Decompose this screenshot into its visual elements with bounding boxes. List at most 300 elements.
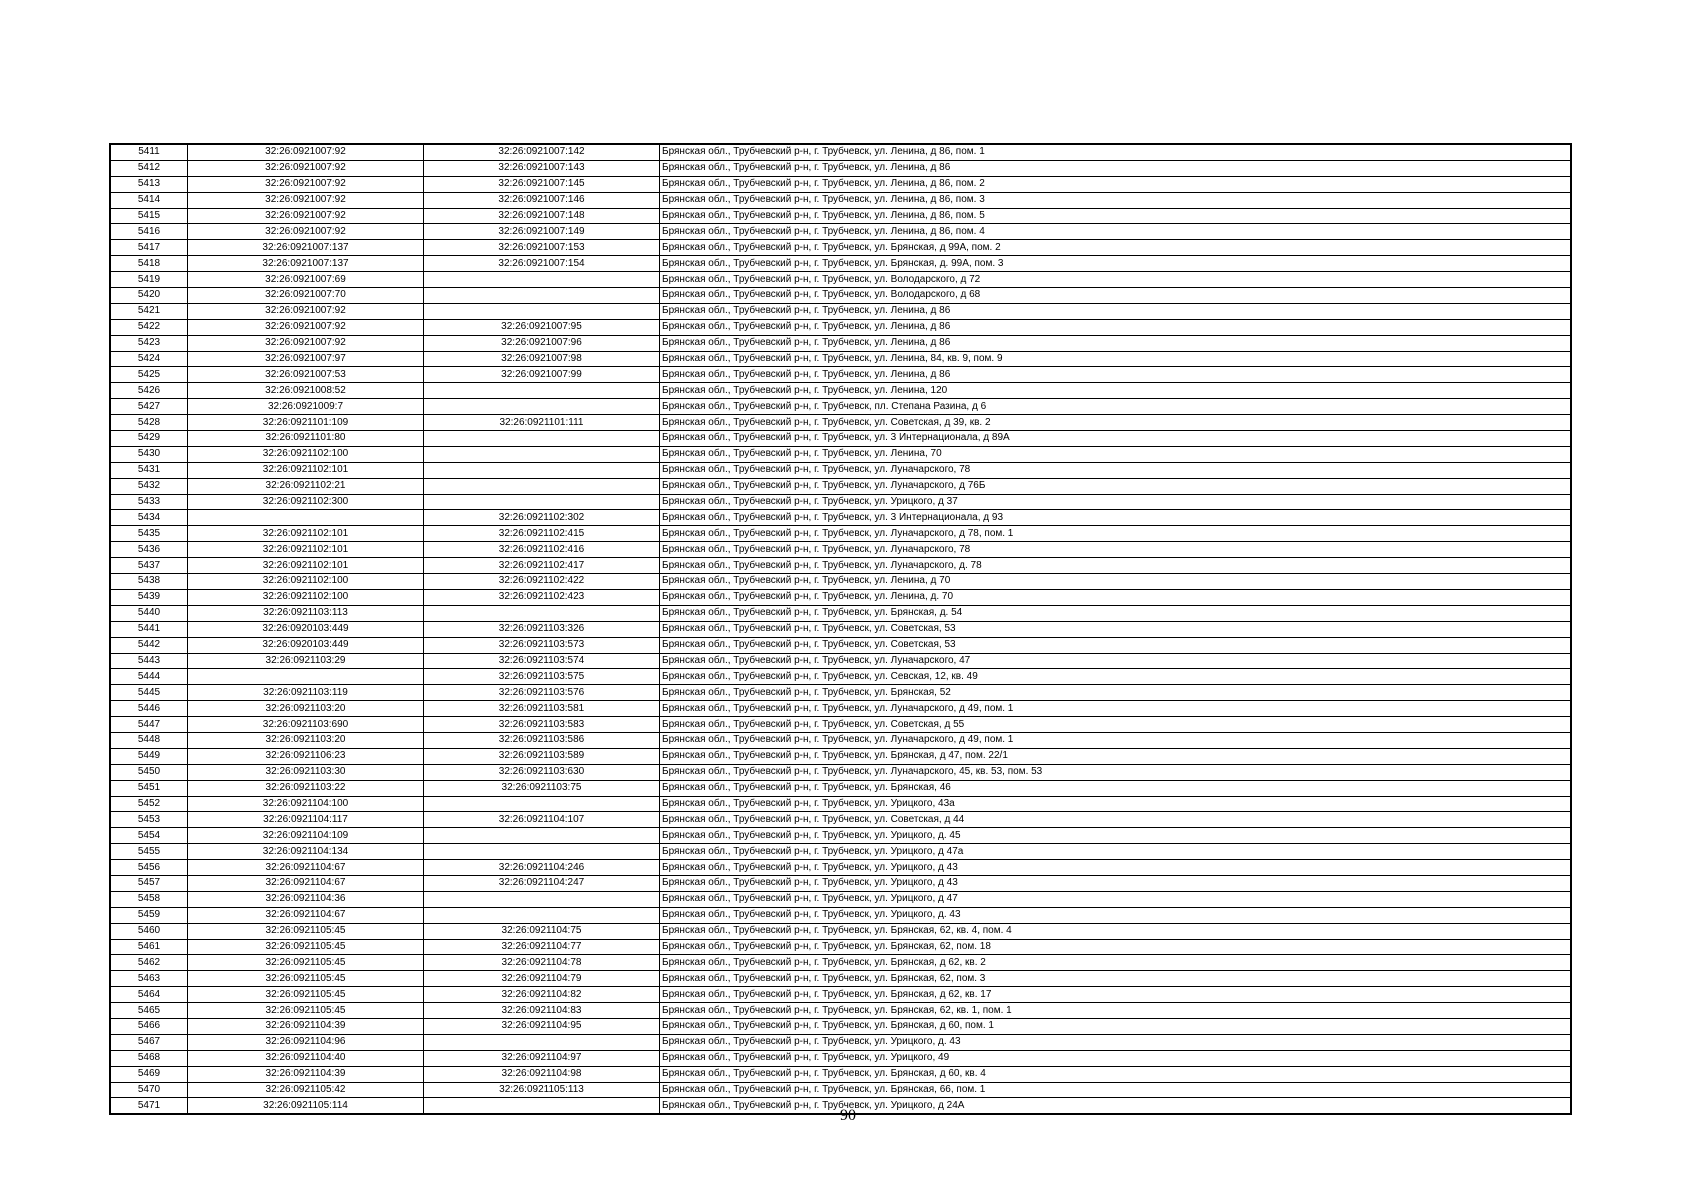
table-row — [110, 844, 1571, 860]
object-number-cell: 32:26:0921105:113 — [424, 1082, 660, 1098]
cadastral-table — [109, 143, 1572, 1115]
table-row — [110, 891, 1571, 907]
object-number-cell — [424, 462, 660, 478]
address-cell: Брянская обл., Трубчевский р-н, г. Трубчевск, ул. Луначарского, д 49, пом. 1 — [660, 701, 1572, 717]
parcel-number-cell: 32:26:0921105:45 — [188, 971, 424, 987]
address-cell: Брянская обл., Трубчевский р-н, г. Трубчевск, ул. Брянская, д 60, кв. 4 — [660, 1066, 1572, 1082]
object-number-cell: 32:26:0921103:573 — [424, 637, 660, 653]
row-number-cell: 5449 — [110, 748, 188, 764]
address-cell: Брянская обл., Трубчевский р-н, г. Трубчевск, ул. Урицкого, д 43 — [660, 875, 1572, 891]
row-number-cell: 5428 — [110, 415, 188, 431]
table-body — [110, 144, 1571, 1114]
object-number-cell: 32:26:0921104:97 — [424, 1050, 660, 1066]
table-row — [110, 860, 1571, 876]
object-number-cell: 32:26:0921102:417 — [424, 558, 660, 574]
object-number-cell — [424, 907, 660, 923]
object-number-cell: 32:26:0921102:416 — [424, 542, 660, 558]
address-cell: Брянская обл., Трубчевский р-н, г. Трубчевск, ул. Брянская, 62, кв. 4, пом. 4 — [660, 923, 1572, 939]
address-cell: Брянская обл., Трубчевский р-н, г. Трубчевск, ул. Ленина, д 86 — [660, 160, 1572, 176]
object-number-cell: 32:26:0921103:574 — [424, 653, 660, 669]
address-cell: Брянская обл., Трубчевский р-н, г. Трубчевск, ул. Луначарского, 78 — [660, 542, 1572, 558]
object-number-cell — [424, 605, 660, 621]
address-cell: Брянская обл., Трубчевский р-н, г. Трубчевск, ул. Ленина, д 86 — [660, 367, 1572, 383]
parcel-number-cell: 32:26:0921105:42 — [188, 1082, 424, 1098]
table-row — [110, 240, 1571, 256]
address-cell: Брянская обл., Трубчевский р-н, г. Трубчевск, ул. Ленина, 70 — [660, 446, 1572, 462]
parcel-number-cell: 32:26:0920103:449 — [188, 637, 424, 653]
table-row — [110, 621, 1571, 637]
parcel-number-cell: 32:26:0921106:23 — [188, 748, 424, 764]
address-cell: Брянская обл., Трубчевский р-н, г. Трубчевск, ул. Ленина, д 86 — [660, 335, 1572, 351]
object-number-cell: 32:26:0921007:143 — [424, 160, 660, 176]
address-cell: Брянская обл., Трубчевский р-н, г. Трубчевск, ул. Урицкого, д. 43 — [660, 907, 1572, 923]
row-number-cell: 5468 — [110, 1050, 188, 1066]
address-cell: Брянская обл., Трубчевский р-н, г. Трубчевск, ул. Брянская, д 47, пом. 22/1 — [660, 748, 1572, 764]
row-number-cell: 5469 — [110, 1066, 188, 1082]
row-number-cell: 5423 — [110, 335, 188, 351]
parcel-number-cell: 32:26:0921105:45 — [188, 955, 424, 971]
address-cell: Брянская обл., Трубчевский р-н, г. Трубчевск, ул. Луначарского, 78 — [660, 462, 1572, 478]
parcel-number-cell: 32:26:0921104:39 — [188, 1066, 424, 1082]
address-cell: Брянская обл., Трубчевский р-н, г. Трубчевск, ул. Брянская, д. 54 — [660, 605, 1572, 621]
table-row — [110, 701, 1571, 717]
address-cell: Брянская обл., Трубчевский р-н, г. Трубчевск, ул. Брянская, д 62, кв. 2 — [660, 955, 1572, 971]
row-number-cell: 5461 — [110, 939, 188, 955]
row-number-cell: 5462 — [110, 955, 188, 971]
object-number-cell: 32:26:0921007:95 — [424, 319, 660, 335]
table-row — [110, 732, 1571, 748]
table-row — [110, 764, 1571, 780]
row-number-cell: 5466 — [110, 1018, 188, 1034]
parcel-number-cell: 32:26:0921102:101 — [188, 462, 424, 478]
table-row — [110, 1003, 1571, 1019]
parcel-number-cell: 32:26:0921104:117 — [188, 812, 424, 828]
object-number-cell — [424, 288, 660, 304]
address-cell: Брянская обл., Трубчевский р-н, г. Трубчевск, ул. Ленина, д. 70 — [660, 589, 1572, 605]
object-number-cell: 32:26:0921102:423 — [424, 589, 660, 605]
row-number-cell: 5452 — [110, 796, 188, 812]
object-number-cell: 32:26:0921102:302 — [424, 510, 660, 526]
object-number-cell: 32:26:0921104:75 — [424, 923, 660, 939]
table-row — [110, 907, 1571, 923]
parcel-number-cell: 32:26:0921103:29 — [188, 653, 424, 669]
address-cell: Брянская обл., Трубчевский р-н, г. Трубчевск, ул. Ленина, д 86, пом. 5 — [660, 208, 1572, 224]
object-number-cell — [424, 1034, 660, 1050]
table-row — [110, 431, 1571, 447]
table-row — [110, 987, 1571, 1003]
parcel-number-cell: 32:26:0921102:100 — [188, 589, 424, 605]
address-cell: Брянская обл., Трубчевский р-н, г. Трубчевск, ул. 3 Интернационала, д 89А — [660, 431, 1572, 447]
address-cell: Брянская обл., Трубчевский р-н, г. Трубчевск, ул. Советская, д 39, кв. 2 — [660, 415, 1572, 431]
parcel-number-cell: 32:26:0921007:97 — [188, 351, 424, 367]
address-cell: Брянская обл., Трубчевский р-н, г. Трубчевск, ул. Ленина, д 86, пом. 3 — [660, 192, 1572, 208]
row-number-cell: 5463 — [110, 971, 188, 987]
table-row — [110, 875, 1571, 891]
parcel-number-cell: 32:26:0921102:100 — [188, 446, 424, 462]
address-cell: Брянская обл., Трубчевский р-н, г. Трубчевск, ул. Ленина, д 70 — [660, 574, 1572, 590]
object-number-cell: 32:26:0921104:82 — [424, 987, 660, 1003]
parcel-number-cell: 32:26:0921102:101 — [188, 558, 424, 574]
parcel-number-cell: 32:26:0921104:134 — [188, 844, 424, 860]
object-number-cell: 32:26:0921103:75 — [424, 780, 660, 796]
parcel-number-cell: 32:26:0921103:690 — [188, 717, 424, 733]
parcel-number-cell: 32:26:0921007:92 — [188, 176, 424, 192]
address-cell: Брянская обл., Трубчевский р-н, г. Трубчевск, ул. Володарского, д 68 — [660, 288, 1572, 304]
address-cell: Брянская обл., Трубчевский р-н, г. Трубчевск, ул. Луначарского, 45, кв. 53, пом. 53 — [660, 764, 1572, 780]
address-cell: Брянская обл., Трубчевский р-н, г. Трубчевск, ул. Урицкого, д 24А — [660, 1098, 1572, 1114]
row-number-cell: 5447 — [110, 717, 188, 733]
table-row — [110, 1082, 1571, 1098]
address-cell: Брянская обл., Трубчевский р-н, г. Трубчевск, ул. Брянская, д 62, кв. 17 — [660, 987, 1572, 1003]
row-number-cell: 5421 — [110, 303, 188, 319]
object-number-cell: 32:26:0921103:586 — [424, 732, 660, 748]
object-number-cell: 32:26:0921104:246 — [424, 860, 660, 876]
object-number-cell: 32:26:0921103:630 — [424, 764, 660, 780]
row-number-cell: 5465 — [110, 1003, 188, 1019]
table-row — [110, 1050, 1571, 1066]
parcel-number-cell: 32:26:0921105:45 — [188, 1003, 424, 1019]
row-number-cell: 5413 — [110, 176, 188, 192]
address-cell: Брянская обл., Трубчевский р-н, г. Трубчевск, ул. Севская, 12, кв. 49 — [660, 669, 1572, 685]
address-cell: Брянская обл., Трубчевский р-н, г. Трубчевск, ул. Луначарского, д 76Б — [660, 478, 1572, 494]
row-number-cell: 5436 — [110, 542, 188, 558]
row-number-cell: 5440 — [110, 605, 188, 621]
parcel-number-cell: 32:26:0921007:137 — [188, 256, 424, 272]
table-row — [110, 1066, 1571, 1082]
table-row — [110, 176, 1571, 192]
table-row — [110, 272, 1571, 288]
parcel-number-cell: 32:26:0921103:20 — [188, 701, 424, 717]
parcel-number-cell: 32:26:0921009:7 — [188, 399, 424, 415]
row-number-cell: 5429 — [110, 431, 188, 447]
table-row — [110, 383, 1571, 399]
row-number-cell: 5435 — [110, 526, 188, 542]
object-number-cell — [424, 828, 660, 844]
address-cell: Брянская обл., Трубчевский р-н, г. Трубчевск, ул. Урицкого, 43а — [660, 796, 1572, 812]
row-number-cell: 5416 — [110, 224, 188, 240]
address-cell: Брянская обл., Трубчевский р-н, г. Трубчевск, ул. Брянская, д 60, пом. 1 — [660, 1018, 1572, 1034]
table-row — [110, 446, 1571, 462]
parcel-number-cell: 32:26:0921007:53 — [188, 367, 424, 383]
parcel-number-cell — [188, 669, 424, 685]
object-number-cell: 32:26:0921007:142 — [424, 144, 660, 160]
table-row — [110, 335, 1571, 351]
row-number-cell: 5470 — [110, 1082, 188, 1098]
table-row — [110, 637, 1571, 653]
table-row — [110, 462, 1571, 478]
parcel-number-cell: 32:26:0921008:52 — [188, 383, 424, 399]
object-number-cell: 32:26:0921007:148 — [424, 208, 660, 224]
row-number-cell: 5444 — [110, 669, 188, 685]
row-number-cell: 5451 — [110, 780, 188, 796]
parcel-number-cell: 32:26:0921101:109 — [188, 415, 424, 431]
row-number-cell: 5412 — [110, 160, 188, 176]
object-number-cell: 32:26:0921103:576 — [424, 685, 660, 701]
table-row — [110, 955, 1571, 971]
row-number-cell: 5438 — [110, 574, 188, 590]
address-cell: Брянская обл., Трубчевский р-н, г. Трубчевск, ул. Советская, 53 — [660, 637, 1572, 653]
object-number-cell: 32:26:0921007:149 — [424, 224, 660, 240]
address-cell: Брянская обл., Трубчевский р-н, г. Трубчевск, ул. Урицкого, 49 — [660, 1050, 1572, 1066]
parcel-number-cell: 32:26:0921102:101 — [188, 542, 424, 558]
address-cell: Брянская обл., Трубчевский р-н, г. Трубчевск, ул. Брянская, д 99А, пом. 2 — [660, 240, 1572, 256]
address-cell: Брянская обл., Трубчевский р-н, г. Трубчевск, ул. Брянская, д. 99А, пом. 3 — [660, 256, 1572, 272]
row-number-cell: 5458 — [110, 891, 188, 907]
table-row — [110, 971, 1571, 987]
parcel-number-cell: 32:26:0921103:113 — [188, 605, 424, 621]
address-cell: Брянская обл., Трубчевский р-н, г. Трубчевск, ул. Ленина, д 86, пом. 2 — [660, 176, 1572, 192]
object-number-cell — [424, 431, 660, 447]
address-cell: Брянская обл., Трубчевский р-н, г. Трубчевск, ул. Брянская, 46 — [660, 780, 1572, 796]
parcel-number-cell: 32:26:0921105:45 — [188, 923, 424, 939]
parcel-number-cell: 32:26:0921105:114 — [188, 1098, 424, 1114]
parcel-number-cell: 32:26:0921104:67 — [188, 860, 424, 876]
object-number-cell — [424, 383, 660, 399]
row-number-cell: 5454 — [110, 828, 188, 844]
object-number-cell: 32:26:0921103:581 — [424, 701, 660, 717]
address-cell: Брянская обл., Трубчевский р-н, г. Трубчевск, ул. Ленина, д 86 — [660, 319, 1572, 335]
row-number-cell: 5456 — [110, 860, 188, 876]
address-cell: Брянская обл., Трубчевский р-н, г. Трубчевск, ул. Ленина, 120 — [660, 383, 1572, 399]
object-number-cell — [424, 478, 660, 494]
object-number-cell: 32:26:0921102:422 — [424, 574, 660, 590]
address-cell: Брянская обл., Трубчевский р-н, г. Трубчевск, ул. Ленина, д 86, пом. 1 — [660, 144, 1572, 160]
address-cell: Брянская обл., Трубчевский р-н, г. Трубчевск, ул. Луначарского, 47 — [660, 653, 1572, 669]
table-row — [110, 558, 1571, 574]
row-number-cell: 5459 — [110, 907, 188, 923]
table-row — [110, 1034, 1571, 1050]
object-number-cell — [424, 272, 660, 288]
parcel-number-cell: 32:26:0921104:109 — [188, 828, 424, 844]
row-number-cell: 5442 — [110, 637, 188, 653]
table-row — [110, 669, 1571, 685]
parcel-number-cell: 32:26:0921104:96 — [188, 1034, 424, 1050]
address-cell: Брянская обл., Трубчевский р-н, г. Трубчевск, ул. Советская, д 44 — [660, 812, 1572, 828]
address-cell: Брянская обл., Трубчевский р-н, г. Трубчевск, ул. Советская, д 55 — [660, 717, 1572, 733]
table-row — [110, 494, 1571, 510]
table-row — [110, 812, 1571, 828]
row-number-cell: 5450 — [110, 764, 188, 780]
page-number: 90 — [840, 1107, 856, 1124]
object-number-cell — [424, 844, 660, 860]
parcel-number-cell: 32:26:0921103:20 — [188, 732, 424, 748]
parcel-number-cell: 32:26:0921102:21 — [188, 478, 424, 494]
row-number-cell: 5437 — [110, 558, 188, 574]
object-number-cell: 32:26:0921101:111 — [424, 415, 660, 431]
address-cell: Брянская обл., Трубчевский р-н, г. Трубчевск, ул. Урицкого, д 47а — [660, 844, 1572, 860]
parcel-number-cell: 32:26:0921007:92 — [188, 319, 424, 335]
parcel-number-cell: 32:26:0921101:80 — [188, 431, 424, 447]
table-row — [110, 780, 1571, 796]
row-number-cell: 5434 — [110, 510, 188, 526]
row-number-cell: 5414 — [110, 192, 188, 208]
address-cell: Брянская обл., Трубчевский р-н, г. Трубчевск, пл. Степана Разина, д 6 — [660, 399, 1572, 415]
row-number-cell: 5445 — [110, 685, 188, 701]
object-number-cell: 32:26:0921007:154 — [424, 256, 660, 272]
table-row — [110, 192, 1571, 208]
table-row — [110, 717, 1571, 733]
row-number-cell: 5418 — [110, 256, 188, 272]
table-row — [110, 685, 1571, 701]
object-number-cell — [424, 796, 660, 812]
object-number-cell: 32:26:0921103:326 — [424, 621, 660, 637]
parcel-number-cell: 32:26:0921007:137 — [188, 240, 424, 256]
object-number-cell: 32:26:0921104:247 — [424, 875, 660, 891]
parcel-number-cell: 32:26:0921007:92 — [188, 303, 424, 319]
address-cell: Брянская обл., Трубчевский р-н, г. Трубчевск, ул. Брянская, 52 — [660, 685, 1572, 701]
object-number-cell: 32:26:0921007:98 — [424, 351, 660, 367]
address-cell: Брянская обл., Трубчевский р-н, г. Трубчевск, ул. Ленина, д 86 — [660, 303, 1572, 319]
row-number-cell: 5467 — [110, 1034, 188, 1050]
object-number-cell: 32:26:0921104:95 — [424, 1018, 660, 1034]
row-number-cell: 5439 — [110, 589, 188, 605]
object-number-cell: 32:26:0921103:589 — [424, 748, 660, 764]
row-number-cell: 5446 — [110, 701, 188, 717]
row-number-cell: 5453 — [110, 812, 188, 828]
parcel-number-cell: 32:26:0921007:92 — [188, 224, 424, 240]
row-number-cell: 5430 — [110, 446, 188, 462]
address-cell: Брянская обл., Трубчевский р-н, г. Трубчевск, ул. Володарского, д 72 — [660, 272, 1572, 288]
parcel-number-cell: 32:26:0921104:36 — [188, 891, 424, 907]
parcel-number-cell: 32:26:0921104:67 — [188, 907, 424, 923]
object-number-cell — [424, 399, 660, 415]
row-number-cell: 5460 — [110, 923, 188, 939]
object-number-cell: 32:26:0921103:583 — [424, 717, 660, 733]
row-number-cell: 5422 — [110, 319, 188, 335]
address-cell: Брянская обл., Трубчевский р-н, г. Трубчевск, ул. 3 Интернационала, д 93 — [660, 510, 1572, 526]
row-number-cell: 5426 — [110, 383, 188, 399]
parcel-number-cell — [188, 510, 424, 526]
address-cell: Брянская обл., Трубчевский р-н, г. Трубчевск, ул. Урицкого, д 43 — [660, 860, 1572, 876]
object-number-cell — [424, 446, 660, 462]
object-number-cell: 32:26:0921104:98 — [424, 1066, 660, 1082]
table-row — [110, 303, 1571, 319]
object-number-cell: 32:26:0921007:145 — [424, 176, 660, 192]
table-row — [110, 144, 1571, 160]
address-cell: Брянская обл., Трубчевский р-н, г. Трубчевск, ул. Луначарского, д 78, пом. 1 — [660, 526, 1572, 542]
parcel-number-cell: 32:26:0921102:101 — [188, 526, 424, 542]
address-cell: Брянская обл., Трубчевский р-н, г. Трубчевск, ул. Луначарского, д 49, пом. 1 — [660, 732, 1572, 748]
row-number-cell: 5464 — [110, 987, 188, 1003]
row-number-cell: 5420 — [110, 288, 188, 304]
row-number-cell: 5417 — [110, 240, 188, 256]
table-row — [110, 510, 1571, 526]
parcel-number-cell: 32:26:0921102:100 — [188, 574, 424, 590]
object-number-cell: 32:26:0921104:83 — [424, 1003, 660, 1019]
row-number-cell: 5457 — [110, 875, 188, 891]
parcel-number-cell: 32:26:0921103:119 — [188, 685, 424, 701]
table-row — [110, 589, 1571, 605]
table-row — [110, 939, 1571, 955]
table-row — [110, 256, 1571, 272]
table-row — [110, 319, 1571, 335]
table-row — [110, 160, 1571, 176]
object-number-cell: 32:26:0921007:146 — [424, 192, 660, 208]
object-number-cell: 32:26:0921102:415 — [424, 526, 660, 542]
row-number-cell: 5432 — [110, 478, 188, 494]
parcel-number-cell: 32:26:0921007:92 — [188, 192, 424, 208]
address-cell: Брянская обл., Трубчевский р-н, г. Трубчевск, ул. Урицкого, д 37 — [660, 494, 1572, 510]
table-row — [110, 542, 1571, 558]
row-number-cell: 5448 — [110, 732, 188, 748]
table-row — [110, 367, 1571, 383]
table-row — [110, 351, 1571, 367]
table-row — [110, 796, 1571, 812]
table-row — [110, 574, 1571, 590]
address-cell: Брянская обл., Трубчевский р-н, г. Трубчевск, ул. Луначарского, д. 78 — [660, 558, 1572, 574]
row-number-cell: 5431 — [110, 462, 188, 478]
parcel-number-cell: 32:26:0921007:92 — [188, 208, 424, 224]
row-number-cell: 5425 — [110, 367, 188, 383]
row-number-cell: 5424 — [110, 351, 188, 367]
object-number-cell — [424, 891, 660, 907]
parcel-number-cell: 32:26:0921102:300 — [188, 494, 424, 510]
table-row — [110, 828, 1571, 844]
row-number-cell: 5471 — [110, 1098, 188, 1114]
row-number-cell: 5433 — [110, 494, 188, 510]
object-number-cell: 32:26:0921104:79 — [424, 971, 660, 987]
parcel-number-cell: 32:26:0921103:30 — [188, 764, 424, 780]
parcel-number-cell: 32:26:0921104:40 — [188, 1050, 424, 1066]
table-row — [110, 923, 1571, 939]
parcel-number-cell: 32:26:0921007:70 — [188, 288, 424, 304]
parcel-number-cell: 32:26:0921007:69 — [188, 272, 424, 288]
row-number-cell: 5441 — [110, 621, 188, 637]
table-row — [110, 1018, 1571, 1034]
object-number-cell: 32:26:0921103:575 — [424, 669, 660, 685]
parcel-number-cell: 32:26:0921104:100 — [188, 796, 424, 812]
row-number-cell: 5415 — [110, 208, 188, 224]
address-cell: Брянская обл., Трубчевский р-н, г. Трубчевск, ул. Брянская, 66, пом. 1 — [660, 1082, 1572, 1098]
address-cell: Брянская обл., Трубчевский р-н, г. Трубчевск, ул. Урицкого, д. 43 — [660, 1034, 1572, 1050]
address-cell: Брянская обл., Трубчевский р-н, г. Трубчевск, ул. Брянская, 62, пом. 3 — [660, 971, 1572, 987]
object-number-cell: 32:26:0921104:78 — [424, 955, 660, 971]
object-number-cell: 32:26:0921104:77 — [424, 939, 660, 955]
parcel-number-cell: 32:26:0921103:22 — [188, 780, 424, 796]
address-cell: Брянская обл., Трубчевский р-н, г. Трубчевск, ул. Ленина, 84, кв. 9, пом. 9 — [660, 351, 1572, 367]
object-number-cell: 32:26:0921007:99 — [424, 367, 660, 383]
address-cell: Брянская обл., Трубчевский р-н, г. Трубчевск, ул. Урицкого, д. 45 — [660, 828, 1572, 844]
parcel-number-cell: 32:26:0921007:92 — [188, 335, 424, 351]
address-cell: Брянская обл., Трубчевский р-н, г. Трубчевск, ул. Брянская, 62, пом. 18 — [660, 939, 1572, 955]
address-cell: Брянская обл., Трубчевский р-н, г. Трубчевск, ул. Урицкого, д 47 — [660, 891, 1572, 907]
row-number-cell: 5443 — [110, 653, 188, 669]
object-number-cell — [424, 303, 660, 319]
parcel-number-cell: 32:26:0921007:92 — [188, 160, 424, 176]
object-number-cell — [424, 494, 660, 510]
row-number-cell: 5411 — [110, 144, 188, 160]
address-cell: Брянская обл., Трубчевский р-н, г. Трубчевск, ул. Брянская, 62, кв. 1, пом. 1 — [660, 1003, 1572, 1019]
table-row — [110, 478, 1571, 494]
parcel-number-cell: 32:26:0921007:92 — [188, 144, 424, 160]
object-number-cell: 32:26:0921007:153 — [424, 240, 660, 256]
table-row — [110, 605, 1571, 621]
parcel-number-cell: 32:26:0921104:39 — [188, 1018, 424, 1034]
table-row — [110, 526, 1571, 542]
object-number-cell: 32:26:0921007:96 — [424, 335, 660, 351]
row-number-cell: 5427 — [110, 399, 188, 415]
parcel-number-cell: 32:26:0921104:67 — [188, 875, 424, 891]
row-number-cell: 5419 — [110, 272, 188, 288]
table-row — [110, 288, 1571, 304]
row-number-cell: 5455 — [110, 844, 188, 860]
table-row — [110, 224, 1571, 240]
table-row — [110, 415, 1571, 431]
parcel-number-cell: 32:26:0921105:45 — [188, 939, 424, 955]
table-row — [110, 748, 1571, 764]
object-number-cell: 32:26:0921104:107 — [424, 812, 660, 828]
parcel-number-cell: 32:26:0921105:45 — [188, 987, 424, 1003]
